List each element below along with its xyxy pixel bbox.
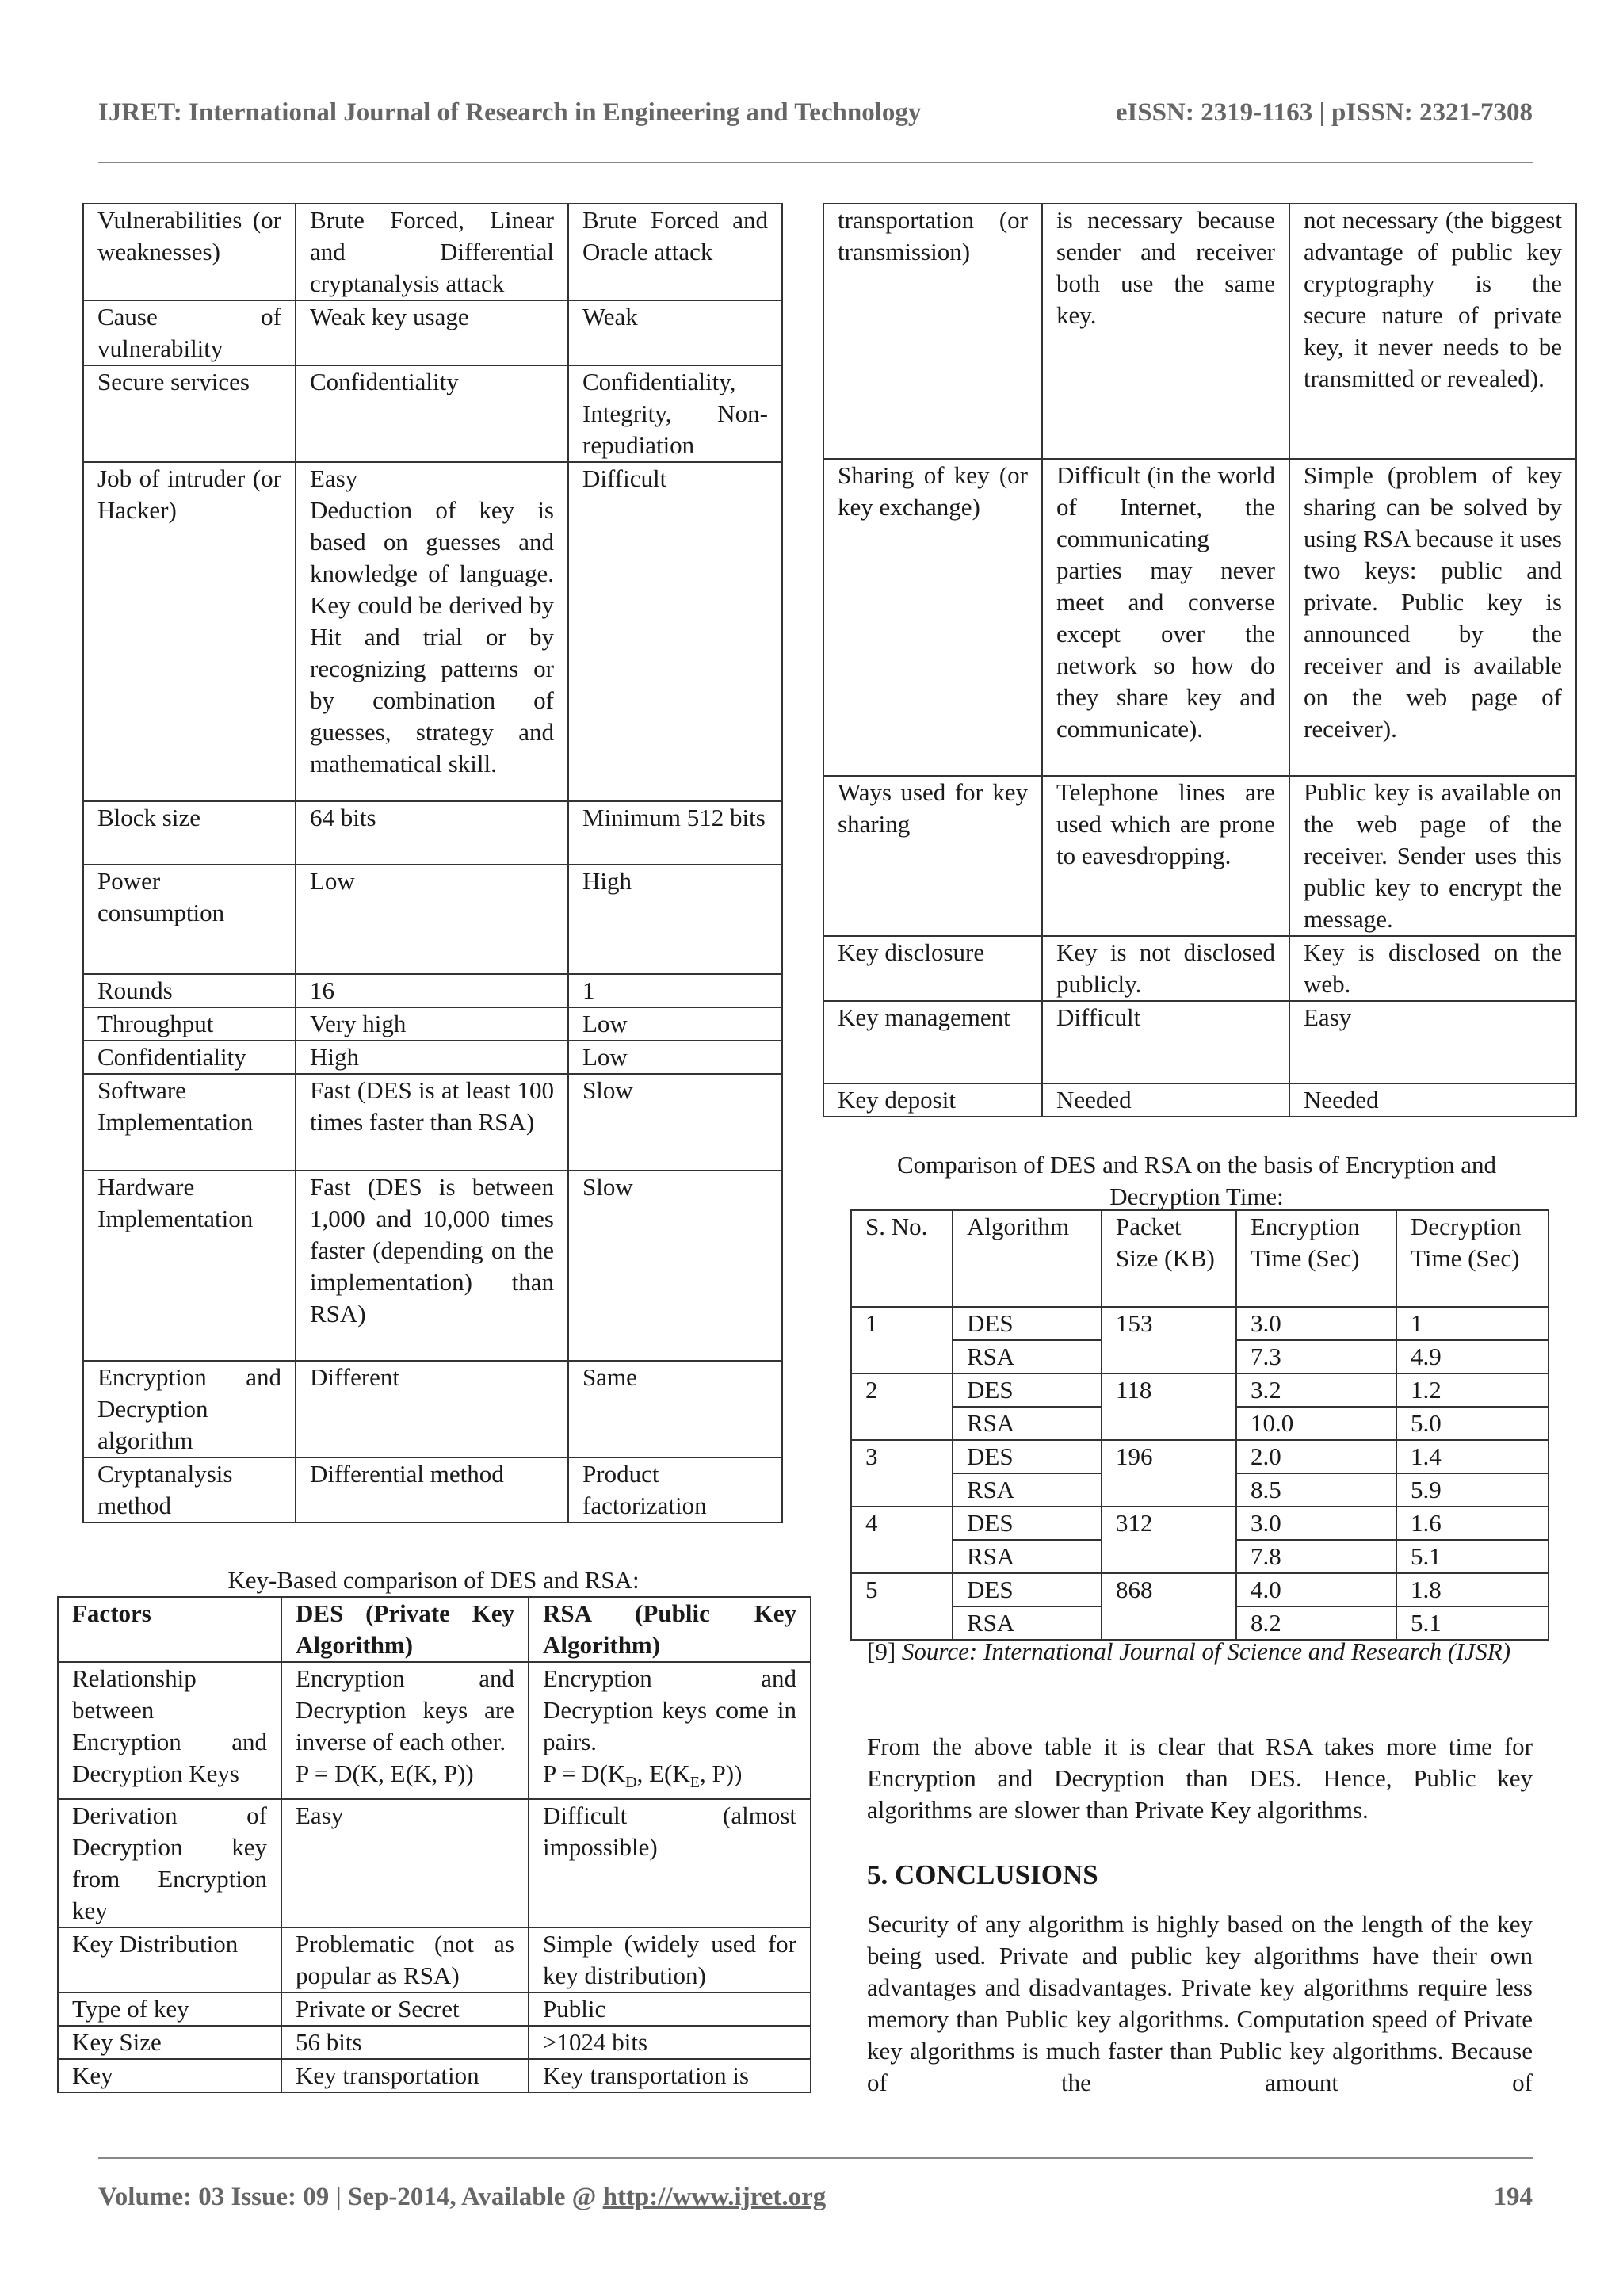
table-row: [83, 300, 782, 365]
table-cell: Confidentiality: [296, 365, 568, 462]
table-row: [823, 936, 1576, 1001]
table-cell: Secure services: [83, 365, 296, 462]
table-cell: Hardware Implementation: [83, 1171, 296, 1361]
table-row: [823, 204, 1576, 459]
encryption-time-cell: 8.5: [1236, 1473, 1396, 1507]
table-cell: Confidentiality, Integrity, Non-repudiation: [568, 365, 782, 462]
table-cell: Job of intruder (or Hacker): [83, 462, 296, 801]
packet-size-cell: 153: [1102, 1307, 1236, 1373]
table-cell: not necessary (the biggest advantage of public key cryptography is the secure nature of private key, it never needs to be transmitted or revealed).: [1289, 204, 1576, 459]
table-cell: 16: [296, 974, 568, 1007]
encryption-time-cell: 3.0: [1236, 1307, 1396, 1340]
table-cell: Weak: [568, 300, 782, 365]
table-cell: Simple (problem of key sharing can be solved by using RSA because it uses two keys: public and private. Public key is announced by the receiver and is available on the web page of receiver).: [1289, 459, 1576, 776]
table-cell: Brute Forced, Linear and Differential cryptanalysis attack: [296, 204, 568, 300]
table-cell: Derivation of Decryption key from Encryption key: [58, 1799, 281, 1927]
algorithm-cell: RSA: [953, 1606, 1102, 1640]
table-cell: transportation (or transmission): [823, 204, 1042, 459]
serial-number-cell: 1: [851, 1307, 953, 1373]
page-number: 194: [1493, 2183, 1533, 2211]
table-row: [83, 204, 782, 300]
source-text: Source: International Journal of Science and Research (IJSR): [901, 1637, 1511, 1665]
table-cell: Brute Forced and Oracle attack: [568, 204, 782, 300]
table-cell: Vulnerabilities (or weaknesses): [83, 204, 296, 300]
packet-size-cell: 118: [1102, 1373, 1236, 1440]
source-citation: [867, 1636, 1533, 1668]
decryption-time-cell: 4.9: [1396, 1340, 1549, 1373]
cell-text: Encryption and Decryption keys come in pairs.: [543, 1664, 796, 1755]
journal-link[interactable]: http://www.ijret.org: [602, 2183, 827, 2211]
footer-rule: [98, 2157, 1533, 2159]
table-row: [823, 776, 1576, 936]
reference-number: [9]: [867, 1637, 896, 1665]
table-cell: Key transportation: [281, 2059, 529, 2092]
header-factors: Factors: [58, 1597, 281, 1662]
table-cell: Public key is available on the web page of the receiver. Sender uses this public key to encrypt the message.: [1289, 776, 1576, 936]
table-cell: Sharing of key (or key exchange): [823, 459, 1042, 776]
table-cell: Low: [568, 1041, 782, 1074]
table-cell: 1: [568, 974, 782, 1007]
table-row: [58, 1992, 811, 2026]
algorithm-cell: RSA: [953, 1473, 1102, 1507]
table-cell: [281, 1662, 529, 1799]
table-cell: Slow: [568, 1171, 782, 1361]
issn: eISSN: 2319-1163 | pISSN: 2321-7308: [1115, 98, 1533, 127]
table-cell: Difficult (in the world of Internet, the communicating parties may never meet and converse except over the network so how do they share key and communicate).: [1042, 459, 1289, 776]
header-des: DES (Private Key Algorithm): [281, 1597, 529, 1662]
serial-number-cell: 3: [851, 1440, 953, 1507]
decryption-time-cell: 5.1: [1396, 1606, 1549, 1640]
table-row: [83, 1171, 782, 1361]
time-table-header-row: [851, 1210, 1549, 1307]
table-row: [83, 1007, 782, 1041]
table-cell: Cryptanalysis method: [83, 1457, 296, 1522]
right-comparison-table: [823, 203, 1577, 1117]
des-formula: P = D(K, E(K, P)): [296, 1759, 474, 1787]
table-cell: Relationship between Encryption and Decryption Keys: [58, 1662, 281, 1799]
table-row: [58, 2059, 811, 2092]
key-table-header-row: [58, 1597, 811, 1662]
table-row: [83, 865, 782, 974]
table-cell: Private or Secret: [281, 1992, 529, 2026]
table-cell: Difficult (almost impossible): [529, 1799, 811, 1927]
table-row: [851, 1373, 1549, 1407]
table-cell: Key is disclosed on the web.: [1289, 936, 1576, 1001]
table-cell: Different: [296, 1361, 568, 1457]
decryption-time-cell: 1.2: [1396, 1373, 1549, 1407]
encryption-time-cell: 7.8: [1236, 1540, 1396, 1573]
table-cell: Fast (DES is between 1,000 and 10,000 times faster (depending on the implementation) than RSA): [296, 1171, 568, 1361]
encryption-time-cell: 7.3: [1236, 1340, 1396, 1373]
table-row: [823, 1083, 1576, 1117]
algorithm-cell: RSA: [953, 1407, 1102, 1440]
table-row: [83, 801, 782, 865]
table-row: [58, 2026, 811, 2059]
header-rule: [98, 162, 1533, 163]
table-row: [58, 1927, 811, 1992]
serial-number-cell: 2: [851, 1373, 953, 1440]
table-cell: Key is not disclosed publicly.: [1042, 936, 1289, 1001]
table-cell: Simple (widely used for key distribution): [529, 1927, 811, 1992]
encryption-time-cell: 10.0: [1236, 1407, 1396, 1440]
table-row: [823, 459, 1576, 776]
table-row: [851, 1507, 1549, 1540]
decryption-time-cell: 1.4: [1396, 1440, 1549, 1473]
header-sno: S. No.: [851, 1210, 953, 1307]
table-cell: Same: [568, 1361, 782, 1457]
key-table-caption: Key-Based comparison of DES and RSA:: [227, 1566, 640, 1594]
table-row: [58, 1799, 811, 1927]
encryption-time-cell: 8.2: [1236, 1606, 1396, 1640]
decryption-time-cell: 1: [1396, 1307, 1549, 1340]
algorithm-cell: DES: [953, 1573, 1102, 1606]
table-cell: Encryption and Decryption algorithm: [83, 1361, 296, 1457]
conclusions-heading: 5. CONCLUSIONS: [867, 1859, 1098, 1890]
table-cell: Needed: [1289, 1083, 1576, 1117]
table-row: [83, 1361, 782, 1457]
time-table-caption: Comparison of DES and RSA on the basis of Encryption and Decryption Time:: [897, 1151, 1496, 1210]
table-row: [823, 1001, 1576, 1083]
table-cell: Easy: [281, 1799, 529, 1927]
table-cell: Difficult: [1042, 1001, 1289, 1083]
encryption-time-cell: 3.2: [1236, 1373, 1396, 1407]
table-cell: Ways used for key sharing: [823, 776, 1042, 936]
table-cell: is necessary because sender and receiver both use the same key.: [1042, 204, 1289, 459]
table-cell: Key deposit: [823, 1083, 1042, 1117]
table-cell: High: [568, 865, 782, 974]
table-row: [851, 1307, 1549, 1340]
table-cell: Slow: [568, 1074, 782, 1171]
decryption-time-cell: 5.0: [1396, 1407, 1549, 1440]
table-cell: Product factorization: [568, 1457, 782, 1522]
table-cell: Differential method: [296, 1457, 568, 1522]
table-row: [83, 1074, 782, 1171]
table-row: [83, 1457, 782, 1522]
encryption-time-cell: 3.0: [1236, 1507, 1396, 1540]
packet-size-cell: 196: [1102, 1440, 1236, 1507]
table-cell: Easy Deduction of key is based on guesses and knowledge of language. Key could be derived by Hit and trial or by recognizing patterns or by combination of guesses, strategy and mathematical skill.: [296, 462, 568, 801]
table-row: [851, 1573, 1549, 1606]
conclusions-paragraph: Security of any algorithm is highly based on the length of the key being used. Private and public key algorithms have their own advantages and disadvantages. Private key algorithms require less memory than Public key algorithms. Computation speed of Private key algorithms is much faster than Public key algorithms. Because of the amount of: [867, 1910, 1533, 2096]
header-packet-size: Packet Size (KB): [1102, 1210, 1236, 1307]
table-cell: Low: [568, 1007, 782, 1041]
table-row: [851, 1440, 1549, 1473]
table-cell: 56 bits: [281, 2026, 529, 2059]
header-encryption-time: Encryption Time (Sec): [1236, 1210, 1396, 1307]
table-row: [83, 462, 782, 801]
table-cell: Key: [58, 2059, 281, 2092]
table-row: [83, 974, 782, 1007]
decryption-time-cell: 1.8: [1396, 1573, 1549, 1606]
header-algorithm: Algorithm: [953, 1210, 1102, 1307]
table-cell: Rounds: [83, 974, 296, 1007]
table-cell: Key management: [823, 1001, 1042, 1083]
table-cell: [529, 1662, 811, 1799]
serial-number-cell: 4: [851, 1507, 953, 1573]
table-cell: Weak key usage: [296, 300, 568, 365]
table-cell: Key disclosure: [823, 936, 1042, 1001]
packet-size-cell: 868: [1102, 1573, 1236, 1640]
volume-info: Volume: 03 Issue: 09 | Sep-2014, Available @ http://www.ijret.org: [98, 2183, 827, 2211]
algorithm-cell: DES: [953, 1307, 1102, 1340]
table-cell: Key Size: [58, 2026, 281, 2059]
table-cell: Telephone lines are used which are prone to eavesdropping.: [1042, 776, 1289, 936]
algorithm-cell: DES: [953, 1507, 1102, 1540]
algorithm-cell: RSA: [953, 1540, 1102, 1573]
cell-text: Encryption and Decryption keys are inverse of each other.: [296, 1664, 514, 1755]
journal-title: IJRET: International Journal of Research in Engineering and Technology: [98, 98, 922, 127]
table-cell: Confidentiality: [83, 1041, 296, 1074]
table-cell: Needed: [1042, 1083, 1289, 1117]
algorithm-cell: RSA: [953, 1340, 1102, 1373]
time-comparison-table: [850, 1209, 1549, 1641]
table-cell: Minimum 512 bits: [568, 801, 782, 865]
table-cell: Cause of vulnerability: [83, 300, 296, 365]
encryption-time-cell: 4.0: [1236, 1573, 1396, 1606]
rsa-formula: $P = D(K_D$, $E(K_E$, P)): [543, 1759, 743, 1792]
table-cell: Problematic (not as popular as RSA): [281, 1927, 529, 1992]
left-comparison-table: [82, 203, 783, 1523]
table-cell: Block size: [83, 801, 296, 865]
table-cell: >1024 bits: [529, 2026, 811, 2059]
header-decryption-time: Decryption Time (Sec): [1396, 1210, 1549, 1307]
key-based-comparison-table: [57, 1596, 812, 2093]
table-cell: Key transportation is: [529, 2059, 811, 2092]
table-cell: Public: [529, 1992, 811, 2026]
table-row: [58, 1662, 811, 1799]
header-rsa: RSA (Public Key Algorithm): [529, 1597, 811, 1662]
table-cell: Fast (DES is at least 100 times faster than RSA): [296, 1074, 568, 1171]
table-row: [83, 365, 782, 462]
decryption-time-cell: 5.1: [1396, 1540, 1549, 1573]
algorithm-cell: DES: [953, 1373, 1102, 1407]
table-cell: Very high: [296, 1007, 568, 1041]
table-cell: Throughput: [83, 1007, 296, 1041]
table-cell: Power consumption: [83, 865, 296, 974]
algorithm-cell: DES: [953, 1440, 1102, 1473]
table-cell: Software Implementation: [83, 1074, 296, 1171]
decryption-time-cell: 1.6: [1396, 1507, 1549, 1540]
table-cell: Easy: [1289, 1001, 1576, 1083]
table-cell: High: [296, 1041, 568, 1074]
table-cell: Type of key: [58, 1992, 281, 2026]
encryption-time-cell: 2.0: [1236, 1440, 1396, 1473]
serial-number-cell: 5: [851, 1573, 953, 1640]
results-paragraph: From the above table it is clear that RSA takes more time for Encryption and Decryption than DES. Hence, Public key algorithms are slower than Private Key algorithms.: [867, 1733, 1533, 1824]
table-cell: Low: [296, 865, 568, 974]
packet-size-cell: 312: [1102, 1507, 1236, 1573]
table-row: [83, 1041, 782, 1074]
table-cell: Difficult: [568, 462, 782, 801]
decryption-time-cell: 5.9: [1396, 1473, 1549, 1507]
table-cell: 64 bits: [296, 801, 568, 865]
table-cell: Key Distribution: [58, 1927, 281, 1992]
